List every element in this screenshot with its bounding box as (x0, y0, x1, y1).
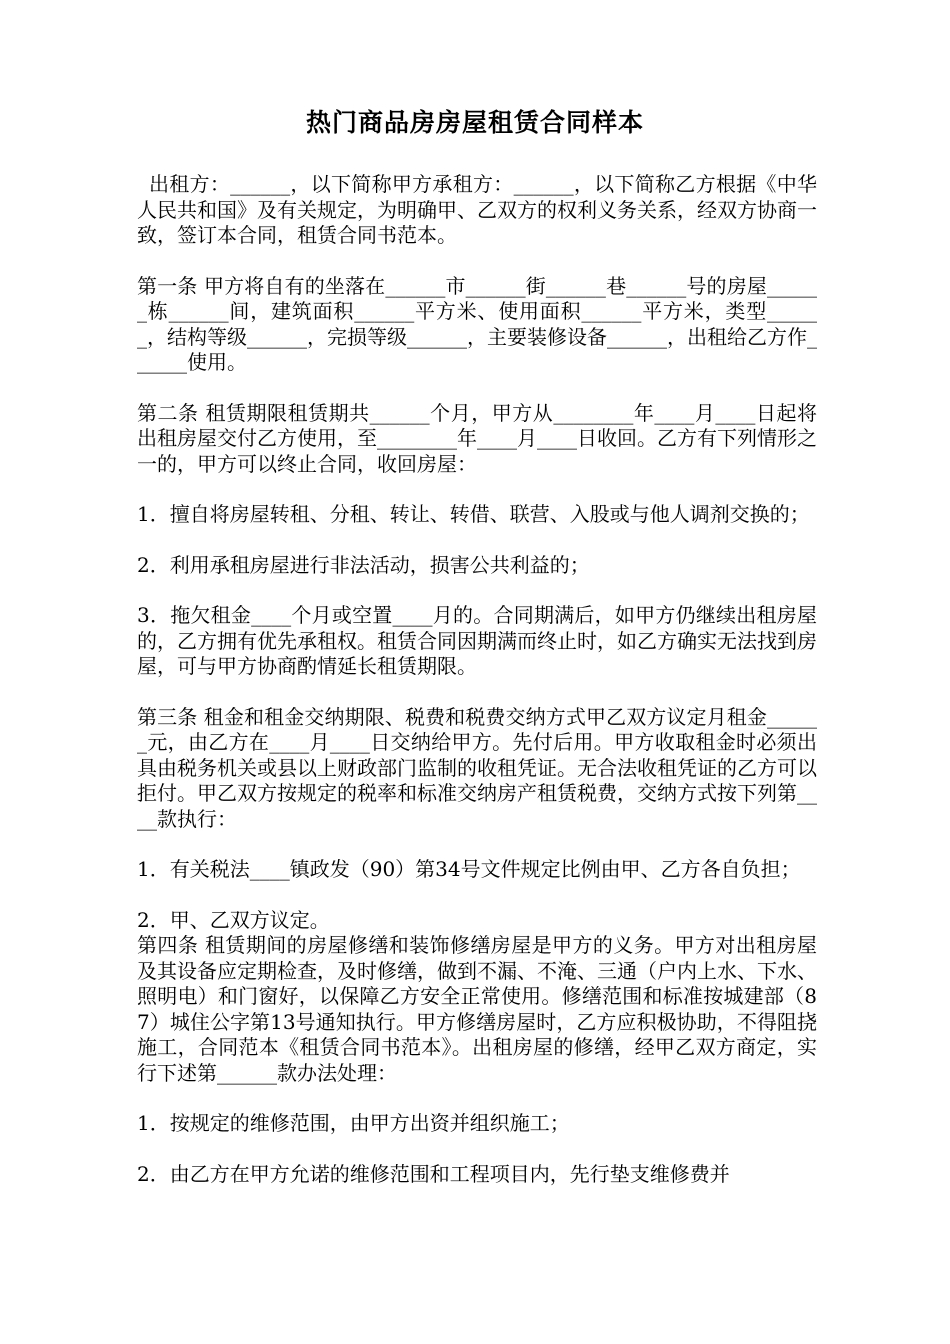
paragraph-article-2-item-3: 3．拖欠租金____个月或空置____月的。合同期满后，如甲方仍继续出租房屋的，乙方拥有优先承租权。租赁合同因期满而终止时，如乙方确实无法找到房屋，可与甲方协商酌情延长租赁期限。 (137, 603, 817, 678)
paragraph-article-4-item-2: 2．由乙方在甲方允诺的维修范围和工程项目内，先行垫支维修费并 (137, 1161, 730, 1186)
paragraph-article-4-item-1: 1．按规定的维修范围，由甲方出资并组织施工； (137, 1111, 570, 1135)
paragraph-article-2: 第二条 租赁期限租赁期共______个月，甲方从________年____月____日起将出租房屋交付乙方使用，至________年____月____日收回。乙方有下列情形之一的，甲方可以终止合同，收回房屋： (137, 400, 817, 476)
paragraph-article-1: 第一条 甲方将自有的坐落在______市______街______巷______号的房屋______栋______间，建筑面积______平方米、使用面积______平方米，类型______，结构等级______，完损等级______，主要装修设备______，出租给乙方作______使用。 (137, 273, 817, 374)
paragraph-article-2-item-2: 2．利用承租房屋进行非法活动，损害公共利益的； (137, 552, 590, 577)
paragraph-article-4: 第四条 租赁期间的房屋修缮和装饰修缮房屋是甲方的义务。甲方对出租房屋及其设备应定期检查，及时修缮，做到不漏、不淹、三通（户内上水、下水、照明电）和门窗好，以保障乙方安全正常使用。修缮范围和标准按城建部（87）城住公字第13号通知执行。甲方修缮房屋时，乙方应积极协助，不得阻挠施工，合同范本《租赁合同书范本》。出租房屋的修缮，经甲乙双方商定，实行下述第______款办法处理： (137, 933, 817, 1085)
document-title: 热门商品房房屋租赁合同样本 (305, 108, 644, 137)
paragraph-parties: 出租方：______，以下简称甲方承租方：______，以下简称乙方根据《中华人民共和国》及有关规定，为明确甲、乙双方的权利义务关系，经双方协商一致，签订本合同，租赁合同书范本。 (137, 172, 817, 247)
paragraph-article-3: 第三条 租金和租金交纳期限、税费和税费交纳方式甲乙双方议定月租金______元，由乙方在____月____日交纳给甲方。先付后用。甲方收取租金时必须出具由税务机关或县以上财政部门监制的收租凭证。无合法收租凭证的乙方可以拒付。甲乙双方按规定的税率和标准交纳房产租赁税费，交纳方式按下列第____款执行： (137, 704, 817, 831)
document-body (137, 172, 817, 1212)
paragraph-article-3-item-1: 1．有关税法____镇政发（90）第34号文件规定比例由甲、乙方各自负担； (137, 857, 801, 881)
paragraph-article-3-item-2: 2．甲、乙双方议定。 (137, 907, 330, 932)
paragraph-article-2-item-1: 1．擅自将房屋转租、分租、转让、转借、联营、入股或与他人调剂交换的； (137, 502, 810, 526)
